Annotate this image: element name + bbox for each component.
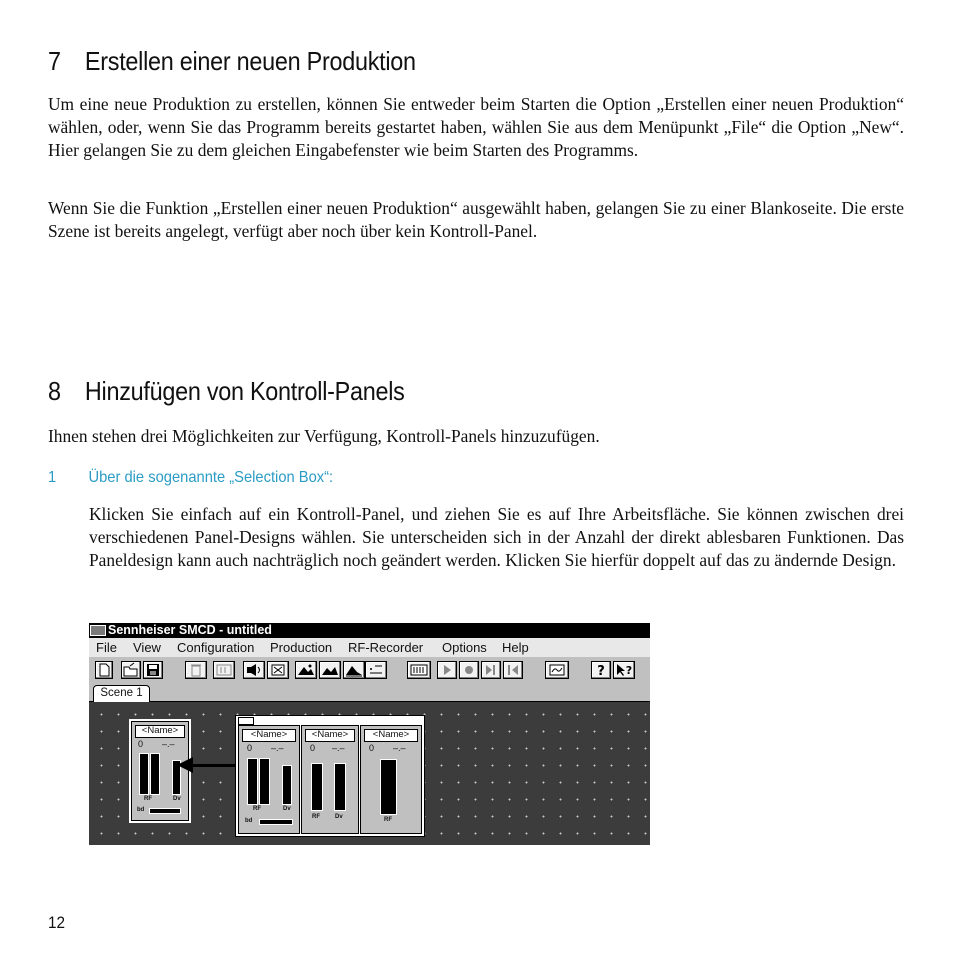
rf-meter bbox=[380, 759, 397, 815]
panel-design-3[interactable] bbox=[360, 725, 422, 834]
page-number: 12 bbox=[48, 913, 66, 932]
mute-icon bbox=[268, 662, 288, 678]
rf-meter bbox=[247, 758, 258, 805]
menu-view[interactable]: View bbox=[133, 640, 161, 655]
menu-options[interactable]: Options bbox=[442, 640, 487, 655]
landscape-3-button[interactable] bbox=[343, 661, 365, 679]
level-meter bbox=[282, 765, 292, 805]
menu-file[interactable]: File bbox=[96, 640, 117, 655]
toolbar bbox=[89, 657, 650, 683]
forward-icon bbox=[482, 662, 500, 678]
menu-rf-recorder[interactable]: RF-Recorder bbox=[348, 640, 424, 655]
landscape-icon bbox=[344, 662, 364, 678]
level-button[interactable] bbox=[365, 661, 387, 679]
window-titlebar bbox=[89, 623, 650, 638]
battery-label: bd bbox=[137, 807, 145, 813]
play-icon bbox=[438, 662, 456, 678]
pointer-help-icon bbox=[614, 662, 634, 678]
panel-design-2[interactable] bbox=[301, 725, 359, 834]
application-screenshot bbox=[89, 623, 650, 845]
forward-button[interactable] bbox=[481, 661, 501, 679]
rf-meter bbox=[311, 763, 323, 811]
af-label: Dv bbox=[173, 796, 181, 802]
speaker-button[interactable] bbox=[243, 661, 265, 679]
level-icon bbox=[366, 662, 386, 678]
af-meter bbox=[259, 758, 270, 805]
landscape-2-button[interactable] bbox=[319, 661, 341, 679]
panel-zero-label: 0 bbox=[310, 743, 316, 753]
save-button[interactable] bbox=[143, 661, 163, 679]
selection-box bbox=[235, 715, 425, 837]
recorder-icon bbox=[408, 662, 430, 678]
rf-label: RF bbox=[384, 817, 392, 823]
new-file-button[interactable] bbox=[95, 661, 113, 679]
monitor-button[interactable] bbox=[545, 661, 569, 679]
drag-arrow-head-icon bbox=[177, 757, 193, 773]
record-icon bbox=[460, 662, 478, 678]
panel-design-1[interactable] bbox=[238, 725, 300, 834]
panel-name-field: <Name> bbox=[135, 725, 185, 738]
menu-bar bbox=[89, 638, 650, 657]
panel-value-label: –.– bbox=[271, 743, 284, 753]
section-8-intro: Ihnen stehen drei Möglichkeiten zur Verfügung, Kontroll-Panels hinzuzufügen. bbox=[48, 426, 600, 446]
af-meter bbox=[334, 763, 346, 811]
app-icon bbox=[90, 625, 106, 636]
rewind-icon bbox=[504, 662, 522, 678]
open-file-button[interactable] bbox=[121, 661, 141, 679]
menu-production[interactable]: Production bbox=[270, 640, 333, 655]
landscape-1-button[interactable] bbox=[295, 661, 317, 679]
panel-zero-label: 0 bbox=[138, 739, 144, 749]
selection-box-handle[interactable] bbox=[238, 717, 254, 725]
rf-label: RF bbox=[312, 814, 320, 820]
floppy-disk-icon bbox=[144, 662, 162, 678]
delete-button[interactable] bbox=[185, 661, 207, 679]
record-button[interactable] bbox=[459, 661, 479, 679]
rf-label: RF bbox=[253, 806, 261, 812]
panel-zero-label: 0 bbox=[369, 743, 375, 753]
panel-zero-label: 0 bbox=[247, 743, 253, 753]
section-title: Hinzufügen von Kontroll-Panels bbox=[84, 376, 405, 406]
panel-name-field: <Name> bbox=[364, 729, 418, 742]
battery-bar bbox=[259, 819, 293, 825]
panel-button[interactable] bbox=[213, 661, 235, 679]
panel-name-field: <Name> bbox=[242, 729, 296, 742]
section-7-paragraph-2: Wenn Sie die Funktion „Erstellen einer neuen Produktion“ ausgewählt haben, gelangen Sie zu einer Blankoseite. Die erste Szene ist bereits angelegt, verfügt aber noch über kein Kontroll-Panel. bbox=[48, 198, 904, 241]
open-folder-icon bbox=[122, 662, 140, 678]
play-button[interactable] bbox=[437, 661, 457, 679]
section-8-heading bbox=[48, 376, 405, 407]
help-button[interactable] bbox=[591, 661, 611, 679]
question-mark-icon bbox=[592, 662, 610, 678]
panel-icon bbox=[214, 662, 234, 678]
section-number: 7 bbox=[48, 46, 61, 76]
af-label: Dv bbox=[335, 814, 343, 820]
monitor-icon bbox=[546, 662, 568, 678]
panel-value-label: –.– bbox=[332, 743, 345, 753]
rf-meter bbox=[139, 753, 149, 795]
trash-icon bbox=[186, 662, 206, 678]
recorder-button[interactable] bbox=[407, 661, 431, 679]
landscape-icon bbox=[320, 662, 340, 678]
section-8-body: Klicken Sie einfach auf ein Kontroll-Panel, und ziehen Sie es auf Ihre Arbeitsfläche. Sie können zwischen drei verschiedenen Panel-Designs wählen. Sie unterscheiden sich in der Anzahl der direkt ablesbaren Funktionen. Das Paneldesign kann auch nachträglich noch geändert werden. Klicken Sie hierfür doppelt auf das zu ändernde Design. bbox=[89, 504, 904, 570]
landscape-icon bbox=[296, 662, 316, 678]
svg-text:?: ? bbox=[597, 664, 605, 678]
workspace[interactable] bbox=[89, 702, 650, 845]
af-meter bbox=[150, 753, 160, 795]
rewind-button[interactable] bbox=[503, 661, 523, 679]
context-help-button[interactable] bbox=[613, 661, 635, 679]
subsection-title: Über die sogenannte „Selection Box“: bbox=[88, 469, 334, 486]
tab-scene-1[interactable]: Scene 1 bbox=[93, 685, 150, 702]
window-title: Sennheiser SMCD - untitled bbox=[108, 623, 272, 637]
af-label: Dv bbox=[283, 806, 291, 812]
menu-configuration[interactable]: Configuration bbox=[177, 640, 255, 655]
panel-value-label: –.– bbox=[162, 739, 175, 749]
subsection-number: 1 bbox=[48, 469, 57, 486]
subsection-heading bbox=[48, 469, 333, 487]
battery-bar bbox=[149, 808, 181, 814]
mute-button[interactable] bbox=[267, 661, 289, 679]
section-number: 8 bbox=[48, 376, 61, 406]
scene-tab-row bbox=[89, 683, 650, 702]
rf-label: RF bbox=[144, 796, 152, 802]
panel-name-field: <Name> bbox=[305, 729, 355, 742]
menu-help[interactable]: Help bbox=[502, 640, 529, 655]
section-7-paragraph-1: Um eine neue Produktion zu erstellen, können Sie entweder beim Starten die Option „Erstellen einer neuen Produktion“ wählen, oder, wenn Sie das Programm bereits gestartet haben, wählen Sie aus dem Menüpunkt „File“ die Option „New“. Hier gelangen Sie zu dem gleichen Eingabefenster wie beim Starten des Programms. bbox=[48, 94, 904, 160]
panel-value-label: –.– bbox=[393, 743, 406, 753]
new-file-icon bbox=[96, 662, 112, 678]
svg-text:?: ? bbox=[625, 664, 633, 677]
speaker-icon bbox=[244, 662, 264, 678]
section-title: Erstellen einer neuen Produktion bbox=[84, 46, 416, 76]
section-7-heading bbox=[48, 46, 416, 77]
battery-label: bd bbox=[245, 818, 253, 824]
